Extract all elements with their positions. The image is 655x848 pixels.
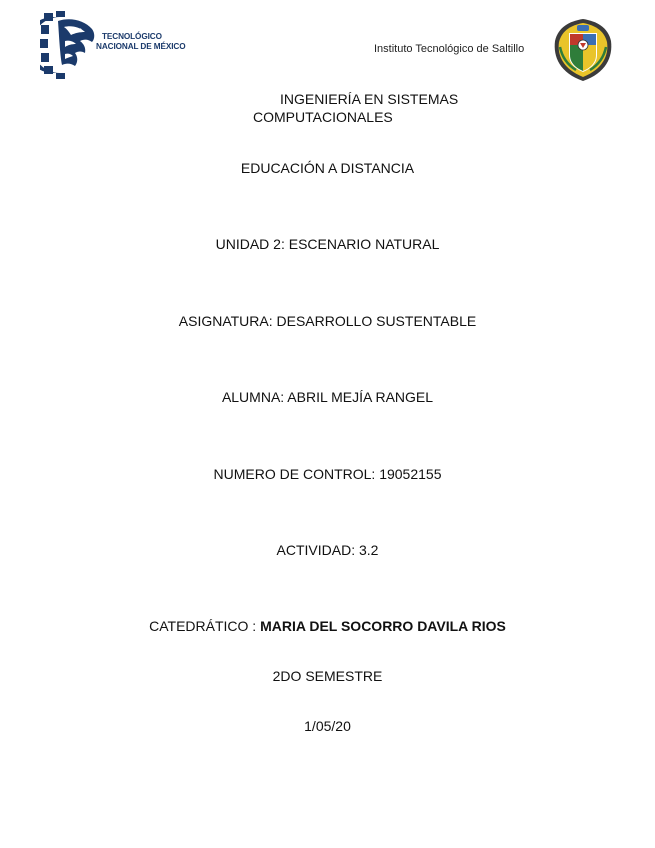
institute-name: Instituto Tecnológico de Saltillo (374, 43, 525, 55)
activity: ACTIVIDAD: 3.2 (276, 542, 379, 558)
career-title-line1: INGENIERÍA EN SISTEMAS (280, 91, 459, 107)
date: 1/05/20 (304, 718, 351, 734)
teacher (0, 618, 655, 634)
teacher-label: CATEDRÁTICO : (149, 618, 261, 634)
semester: 2DO SEMESTRE (272, 668, 383, 684)
subject: ASIGNATURA: DESARROLLO SUSTENTABLE (178, 313, 477, 329)
tecnm-wordmark-line2: NACIONAL DE MÉXICO (96, 42, 186, 51)
tecnm-wordmark-line1: TECNOLÓGICO (102, 32, 162, 41)
control-number: NUMERO DE CONTROL: 19052155 (213, 466, 442, 482)
tecnm-wordmark (96, 32, 198, 52)
career-title-line2: COMPUTACIONALES (253, 109, 393, 125)
teacher-name: MARIA DEL SOCORRO DAVILA RIOS (260, 618, 506, 634)
its-seal-icon (552, 17, 614, 83)
tecnm-eagle-gear-icon (40, 11, 96, 79)
student-name: ALUMNA: ABRIL MEJÍA RANGEL (221, 389, 434, 405)
modality: EDUCACIÓN A DISTANCIA (240, 160, 415, 176)
tecnm-logo (40, 11, 198, 81)
unit-title: UNIDAD 2: ESCENARIO NATURAL (215, 236, 440, 252)
